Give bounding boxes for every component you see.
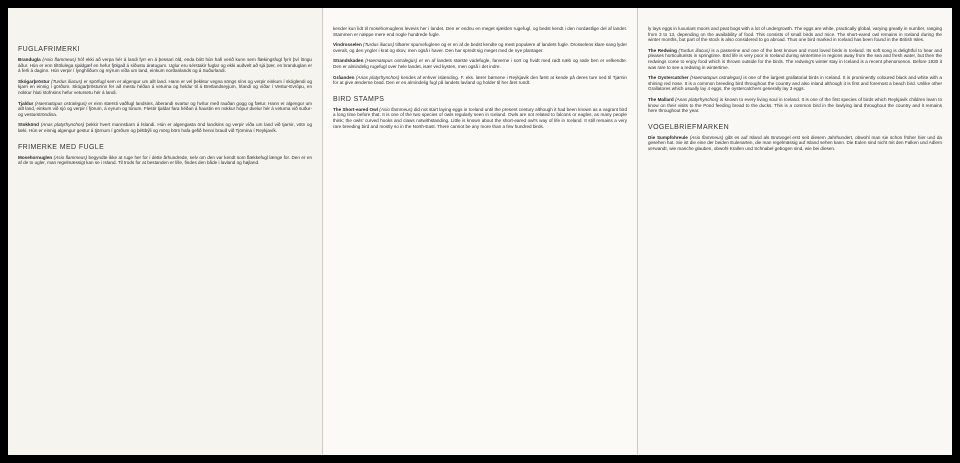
entry-name: The Redwing — [648, 47, 677, 53]
leaflet-sheet — [8, 8, 952, 455]
entry-name: Strandskaden — [333, 58, 364, 64]
entry-latin: (Haematopus ostralegus) — [34, 100, 87, 106]
section-heading: BIRD STAMPS — [333, 95, 385, 103]
entry-paragraph — [648, 135, 942, 152]
entry-body: is known to every living soul in Iceland. It is one of the first species of birds which Reykjavik children learn to know on their visits to the Pond feeding bread to the ducks. This is a common bird in the lowlying land throughout the country and it remains here throughout the year. — [648, 96, 943, 114]
entries-right-1 — [648, 26, 942, 114]
entries-left-2 — [18, 155, 312, 166]
entry-paragraph — [333, 26, 627, 37]
entry-latin: (Haematopus ostralegus) — [690, 75, 742, 81]
panel-left — [8, 8, 323, 455]
entry-body: ly lays eggs in luxuriant moors and peat bogs with a lot of undergrowth. The eggs are white, practically global, varying greatly in number, ranging from 3 to 13, depending on the availability of food. This consists of small birds and mice. The short-eared owl remains in Iceland during the winter months, but part of the stock is also considered to go abroad. Thus one bird marked in Iceland has been found in the British Isles. — [648, 26, 942, 43]
entry-latin: (Turdus iliacus) — [678, 47, 710, 53]
entry-name: Brandugla — [18, 57, 41, 62]
section-heading: FRIMERKE MED FUGLE — [18, 143, 105, 151]
entry-body: gibt es auf Island als Brutvogel erst seit diesem Jahrhundert, obwohl man sie schon früher hier und da gesehen hat. Sie ist die eine der beiden Eulenarten, die man regelmässig auf Island sehen kann. Die Eulen sind nicht mit den Falken und Adlern verwandt, wie manche glauben, obwohl Krallen und Schnabel gebogen sind, wie bei diesen. — [648, 134, 942, 151]
entry-latin: (Haematopus ostralegus) — [365, 58, 418, 64]
entry-name: Stokkönd — [18, 122, 39, 128]
entry-body: did not start laying eggs in Iceland until the present century although it had been known as a vagrant bird a long time before that. It is one of the two species of owls regularly seen in Iceland. Owls are not related to falcons or eagles, as many people think; the owls' curved hooks and claws notwithstanding. Little is known about the short-eared owl's way of life in Iceland. It still remains a very rare breeding bird and mostly so in the North-East. There cannot be any more than a few hundred birds. — [333, 106, 628, 129]
panel-right — [638, 8, 952, 455]
entry-latin: (Turdus iliacus) — [51, 78, 83, 84]
entry-body: is a passerine and one of the best known and most loved birds in Iceland. Its soft song is delightful to hear and pleases horticulturists in springtime. Bird life is very poor in Iceland during wintertime in regions away from the sea and fresh water, but then the redwings come to enjoy food which is thrown outside for the birds. The redwing's winter stay in Iceland is a recent phenomenon. Before 1930 it was rare to see a redwing in wintertime. — [648, 47, 942, 70]
entries-right-2 — [648, 135, 942, 152]
entries-left-1 — [18, 57, 312, 134]
entry-paragraph — [18, 122, 312, 133]
entries-middle-1 — [333, 26, 627, 86]
entry-body: er en af landets største vadefugle, farverne i sort og hvidt med rødt næb og røde ben er velkendte. Den er almindelig rugefugl over hele landet, især ved kysten, men også i det indre. — [333, 58, 627, 69]
entry-body: kendes af enhver islænding. F. eks. lærer børnene i Reykjavik den først at kende på deres ture ned til Tjørnin for at give ænderne brød. Den er en almindelig fugl på landets lavland og holder til her året rundt. — [333, 74, 627, 86]
entry-latin: (Asio flammeus) — [53, 154, 88, 160]
entry-body: hóf ekki að verpa hér á landi fyrr en á þessari öld, enda bótt hún hafi verið kunn sem flækingsfugl fyrir því löngu áður. Hún er enn tiltölulega sjaldgæf en hefur fjölgað á síðustu áratugum. Uglur eru sérstakir fuglar og ekki auðvelt að sjá þær, en branduglan er á ferli á daginn. Hún verpir í lynghlíðum og mýrum víða um land, einkum norðanlands og á Suðurlandi. — [18, 57, 312, 74]
entry-name: Mosehornuglen — [18, 154, 53, 160]
entry-body: begyndte ikke at ruge her for i dette århundrede, selv om den var kendt som flækkefugl længe for. Den er en af de to ugler, man regelmæssigt kan se i Island. Til trods for at bestanden er lille, findes den både i lavland og højland. — [18, 154, 313, 166]
entry-paragraph — [648, 75, 942, 92]
entry-paragraph — [648, 48, 942, 70]
entry-latin: (Asio flammeus) — [379, 106, 413, 112]
entry-paragraph — [18, 57, 312, 74]
entry-paragraph — [648, 97, 942, 114]
entry-name: Tjaldur — [18, 100, 34, 106]
entry-paragraph — [333, 75, 627, 86]
entry-name: Die Sumpfohreule — [648, 134, 688, 140]
entry-body: tilhører spurvefuglene og er en af de bedst kendte og mest populære af landets fugle. Drosselens klare sang lyder overalt, og den yngler i krat og skov, men også i haver. Den har spredt sig meget med de nye plantager. — [333, 42, 627, 53]
entry-latin: (Asio flammeus) — [689, 134, 724, 140]
entry-paragraph — [333, 42, 627, 53]
section-heading: FUGLAFRIMERKI — [18, 46, 80, 53]
entry-paragraph — [648, 26, 942, 43]
entry-name: Skógarþröstur — [18, 78, 50, 84]
entry-body: þekkir hvert mannsbarn á Íslandi. Hún er algengasta önd landsins og verpir víða um land við tjarnir, vötn og læki. Hún er einnig algengur gestur á tjörnum í görðum og þéttbýli og mörg börn hafa gefið henni brauð við Tjörnina í Reykjavík. — [18, 122, 313, 133]
entry-paragraph — [18, 79, 312, 96]
entry-latin: (Anas platyrhynchos) — [40, 122, 85, 128]
entry-paragraph — [18, 155, 312, 166]
entry-paragraph — [18, 101, 312, 118]
entry-body: er spörfugl sem er algengur um allt land. Hann er vel þekktur vegna söngs síns og verpir einkum í skóglendi og kjarri en einnig í görðum. Skógarþrösturinn fer að mestu héðan á veturna og heldur til á Bretlandseyjum, Írlandi og víðar í Vestur-Evrópu, en nokkur hluti stofnsins hefur vetursetu hér á landi. — [18, 78, 313, 95]
entry-name: The Oystercatcher — [648, 75, 689, 81]
entry-latin: (Asio flammeus) — [42, 57, 76, 62]
entry-latin: (Anas platyrhynchos) — [675, 96, 719, 102]
entry-name: The Mallard — [648, 96, 674, 102]
section-heading: VOGELBRIEFMARKEN — [648, 123, 730, 131]
entry-name: Gråanden — [333, 74, 355, 80]
entries-middle-2 — [333, 107, 627, 129]
entry-latin: (Turdus iliacus) — [363, 42, 395, 48]
entry-name: Vindrosselen — [333, 42, 362, 48]
entry-name: The Short-eared Owl — [333, 106, 378, 112]
entry-latin: (Anas platyrhynchos) — [355, 74, 400, 80]
entry-body: is one of the largest grallatorial birds in Iceland. It is prominently coloured black and white with a shining red nose. It is a common breeding bird throughout the country and also inland although it is first and foremost a beach bird. Unlike other Grallatores which usually lay 4 eggs, the oystercatchers generally lay 3 eggs. — [648, 75, 942, 92]
entry-body: er einn stærsti vaðfugl landsins, áberandi svartur og hvítur með rauðan gogg og fætur. Hann er algengur um allt land, einkum við sjó og verpir í fjörum, á eyrum og túnum. Flestir tjaldar fara héðan á haustin en nokkur hópur dvelur hér á veturna við suður- og vesturströndina. — [18, 100, 313, 117]
entry-paragraph — [333, 58, 627, 69]
entry-body: kender kun lidt til mosehornuglens levevis her i landet. Den er endnu en meget sjælden rugefugl, og bedst kendt i den nordøstlige del af landet. Stammen er næppe mere end nogle hundrede fugle. — [333, 26, 627, 37]
panel-middle — [323, 8, 638, 455]
entry-paragraph — [333, 107, 627, 129]
